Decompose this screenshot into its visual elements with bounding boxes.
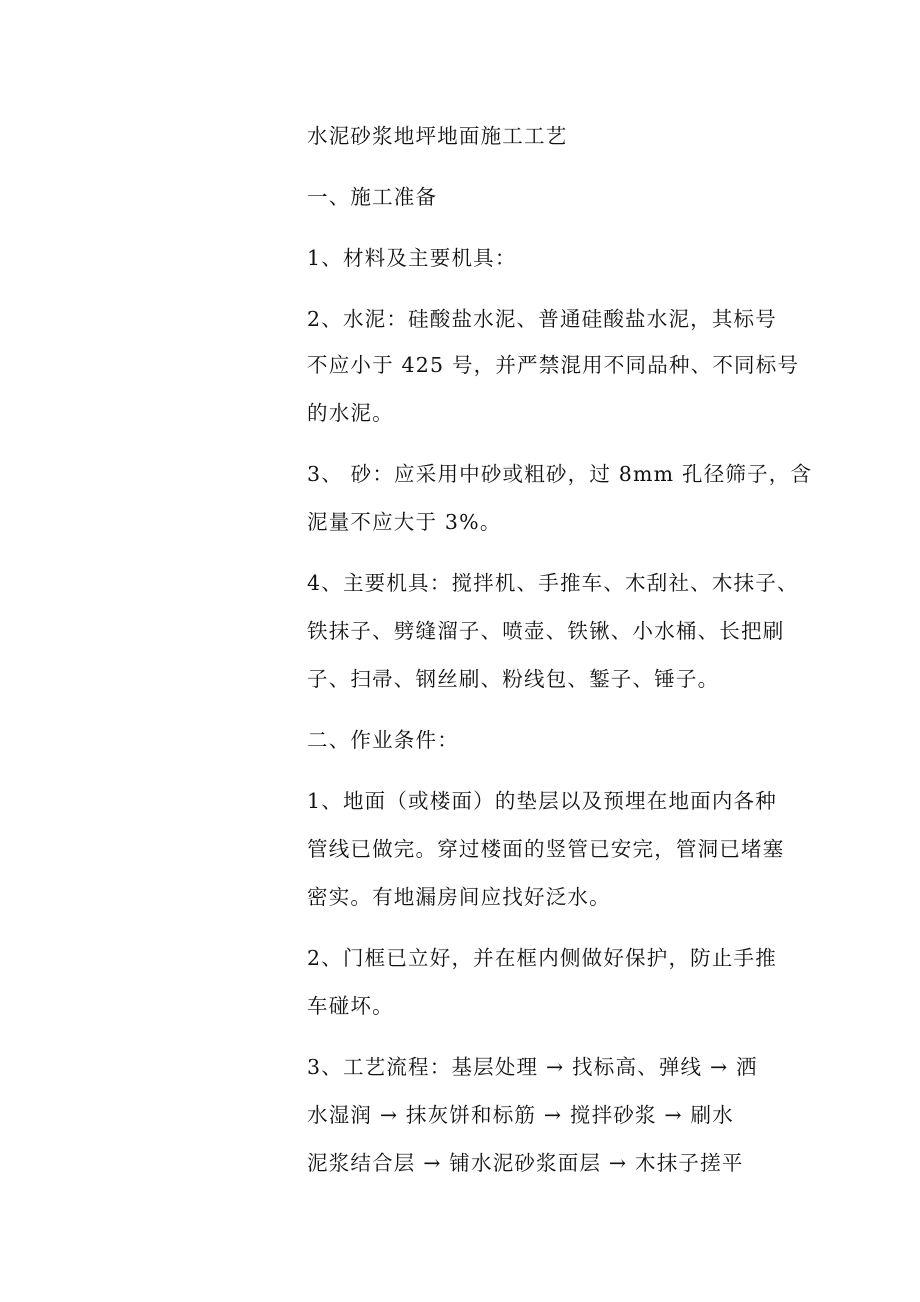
paragraph-cement-line-2: 不应小于 425 号，并严禁混用不同品种、不同标号 xyxy=(307,353,800,377)
paragraph-tools-line-3: 子、扫帚、钢丝刷、粉线包、錾子、锤子。 xyxy=(307,667,720,691)
paragraph-process-line-3: 泥浆结合层 → 铺水泥砂浆面层 → 木抹子搓平 xyxy=(307,1151,744,1175)
section-heading-conditions: 二、作业条件： xyxy=(307,728,459,752)
paragraph-tools-line-1: 4、主要机具：搅拌机、手推车、木刮社、木抹子、 xyxy=(307,571,799,595)
paragraph-doorframe-line-2: 车碰坏。 xyxy=(307,994,394,1018)
paragraph-cement-line-3: 的水泥。 xyxy=(307,401,394,425)
paragraph-floor-line-3: 密实。有地漏房间应找好泛水。 xyxy=(307,885,611,909)
paragraph-floor-line-2: 管线已做完。穿过楼面的竖管已安完，管洞已堵塞 xyxy=(307,837,785,861)
paragraph-materials: 1、材料及主要机具： xyxy=(307,246,517,270)
paragraph-doorframe-line-1: 2、门框已立好，并在框内侧做好保护，防止手推 xyxy=(307,946,777,970)
paragraph-sand-line-1: 3、 砂：应采用中砂或粗砂，过 8mm 孔径筛子，含 xyxy=(307,462,813,486)
document-title: 水泥砂浆地坪地面施工工艺 xyxy=(307,124,568,148)
paragraph-cement-line-1: 2、水泥：硅酸盐水泥、普通硅酸盐水泥，其标号 xyxy=(307,307,777,331)
paragraph-sand-line-2: 泥量不应大于 3%。 xyxy=(307,510,502,534)
paragraph-floor-line-1: 1、地面（或楼面）的垫层以及预埋在地面内各种 xyxy=(307,789,777,813)
paragraph-process-line-1: 3、工艺流程：基层处理 → 找标高、弹线 → 洒 xyxy=(307,1055,758,1079)
paragraph-process-line-2: 水湿润 → 抹灰饼和标筋 → 搅拌砂浆 → 刷水 xyxy=(307,1103,734,1127)
paragraph-tools-line-2: 铁抹子、劈缝溜子、喷壶、铁锹、小水桶、长把刷 xyxy=(307,619,785,643)
section-heading-preparation: 一、施工准备 xyxy=(307,185,438,209)
